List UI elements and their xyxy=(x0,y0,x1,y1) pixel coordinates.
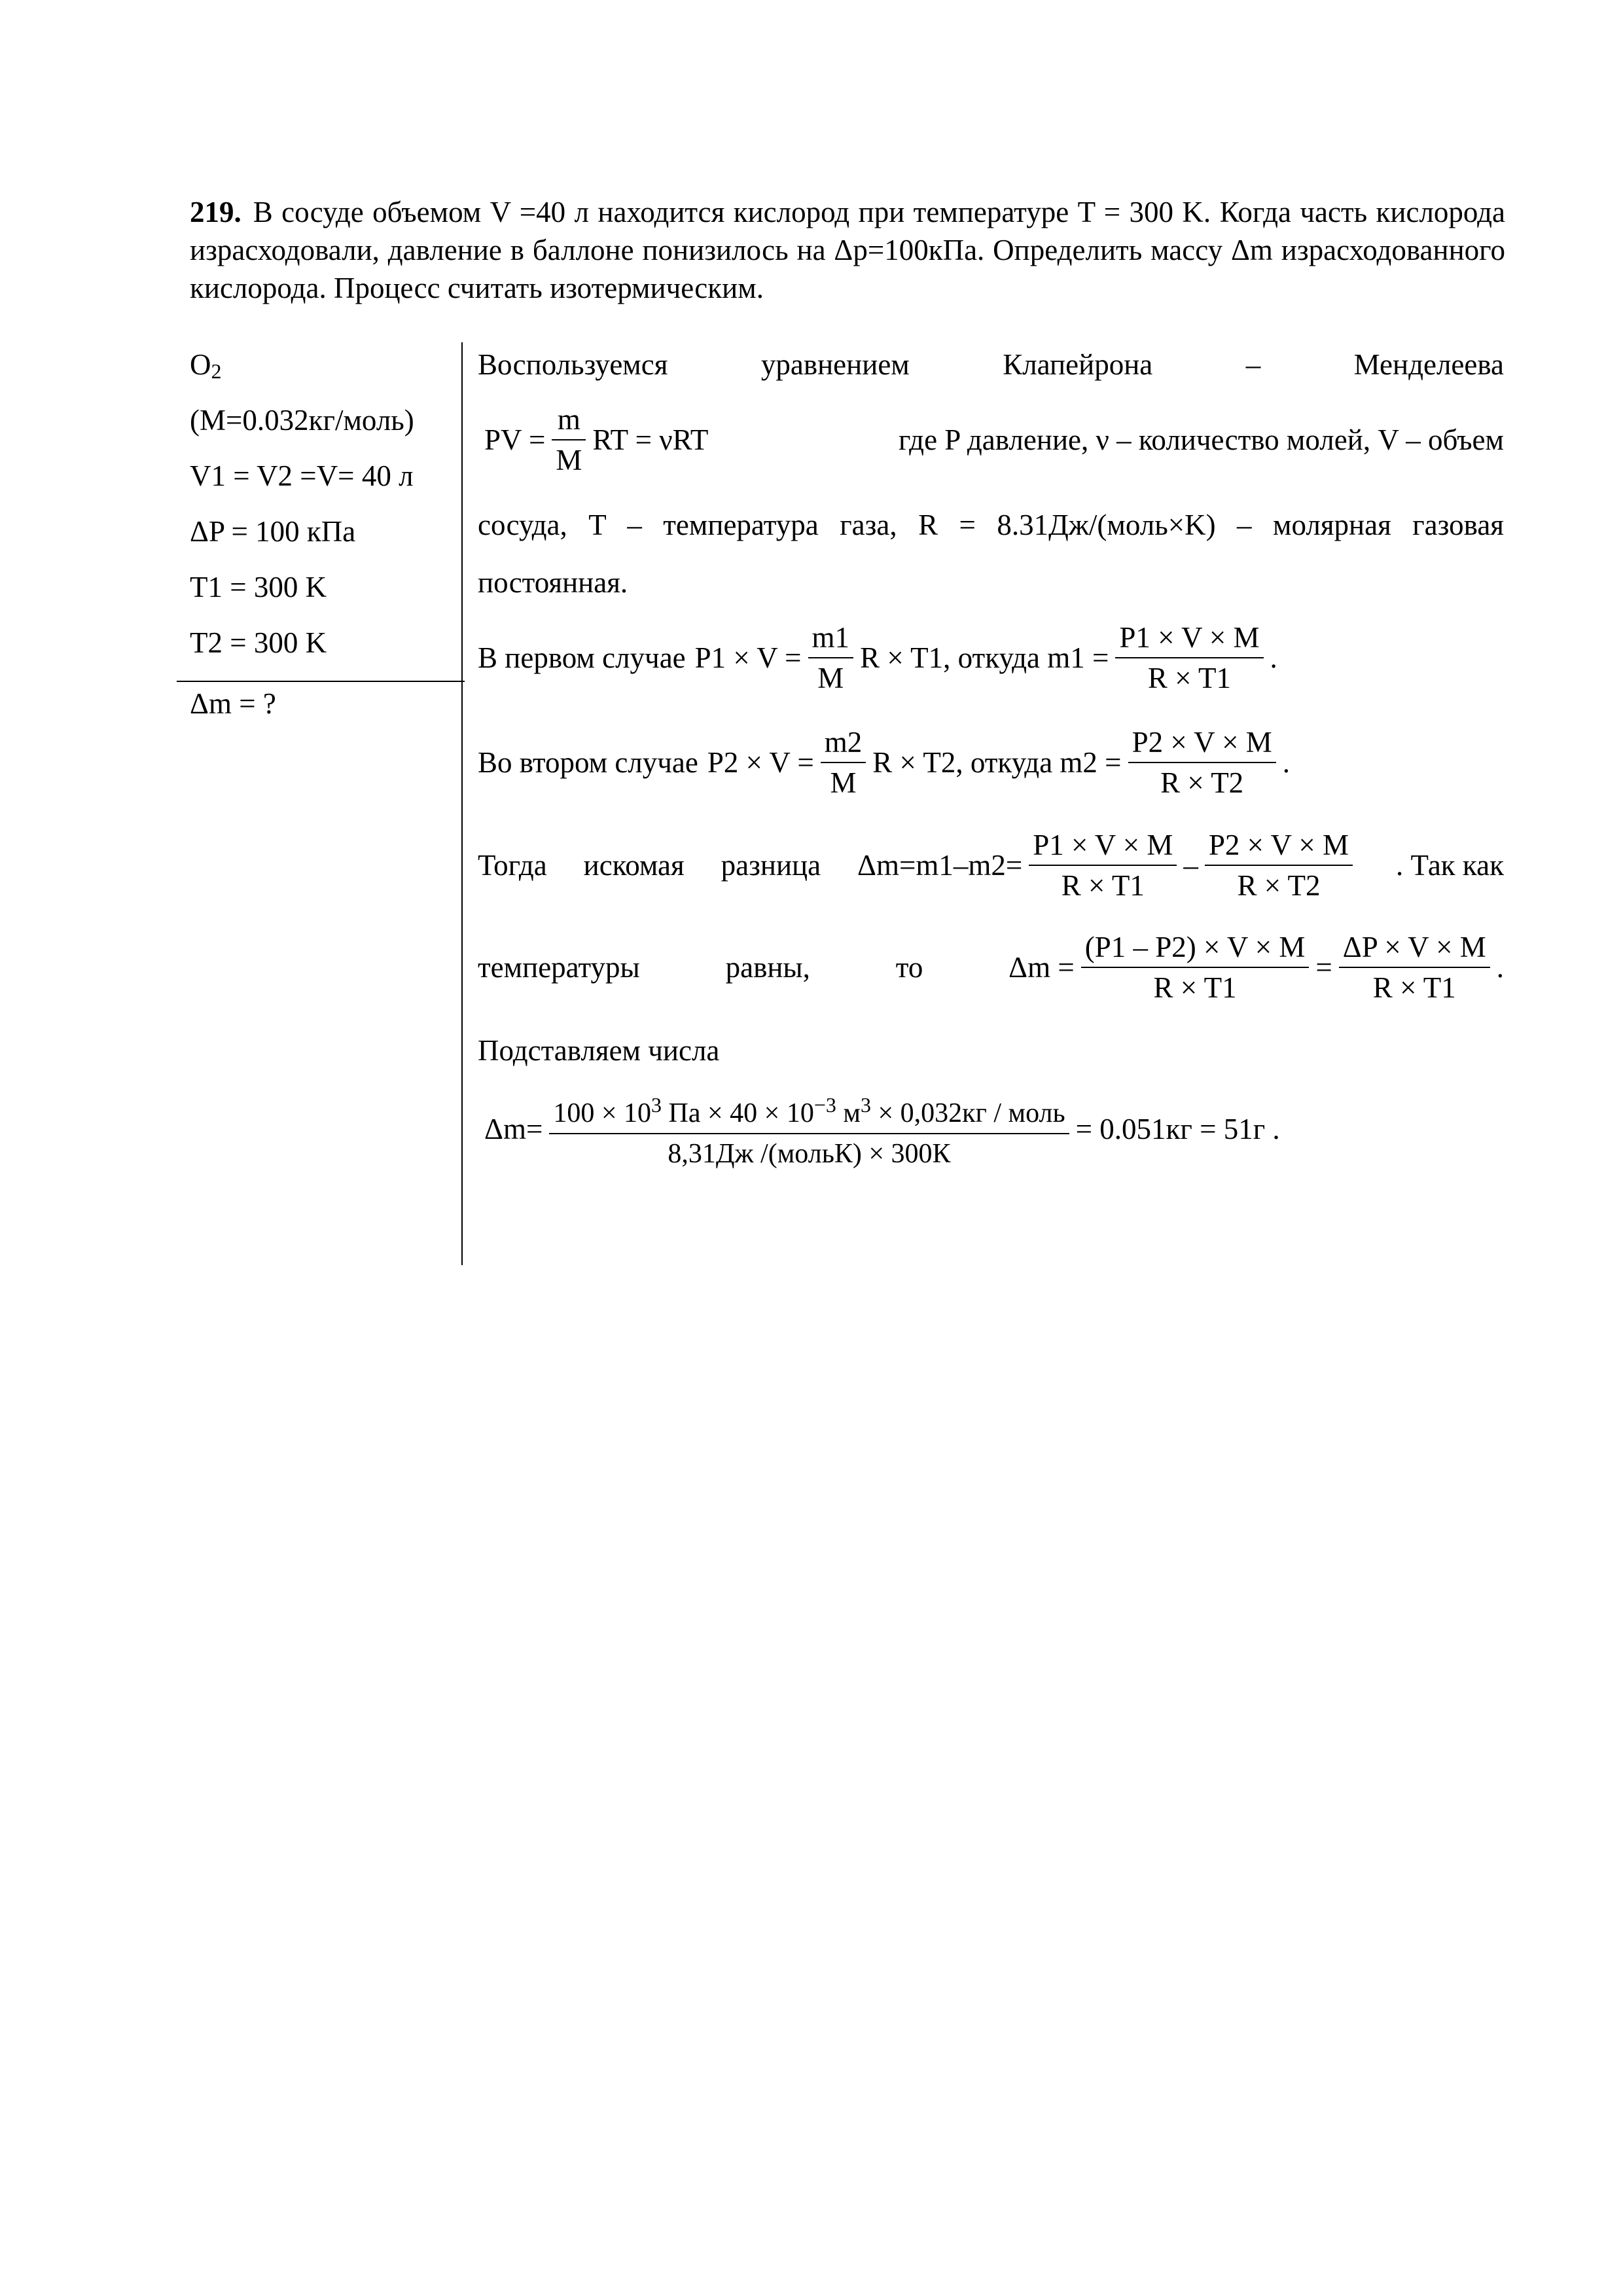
given-t2: T2 = 300 K xyxy=(190,626,327,659)
given-divider xyxy=(177,681,465,682)
given-gas: $O_2$ xyxy=(190,348,222,383)
column-divider xyxy=(461,342,463,1265)
problem-statement xyxy=(190,193,1505,307)
case-1-equation: В первом случае P1 × V = $\frac{m1}{M}$ R × T1 , откуда m1 = $\frac{P1 \times V \times M}{R \times T1}$ . xyxy=(478,619,1504,697)
clapeyron-equation: PV = $\frac{m}{M}$ RT = νRT где P давление, ν – количество молей, V – объем xyxy=(478,401,1504,479)
given-t1: T1 = 300 K xyxy=(190,571,327,603)
given-delta-p: ΔP = 100 кПа xyxy=(190,515,356,548)
problem-text: В сосуде объемом V =40 л находится кислород при температуре T = 300 K. Когда часть кислорода израсходовали, давление в баллоне понизилось на Δp=100кПа. Определить массу Δm израсходованного кислорода. Процесс считать изотермическим. xyxy=(190,196,1505,304)
solution-intro: Воспользуемся уравнением Клапейрона – Менделеева xyxy=(478,348,1504,381)
given-volume: V1 = V2 =V= 40 л xyxy=(190,459,414,492)
problem-number: 219. xyxy=(190,196,241,228)
given-molar-mass: (M=0.032кг/моль) xyxy=(190,404,414,437)
solution-line-4: постоянная. xyxy=(478,566,628,599)
given-block xyxy=(190,337,458,671)
solution-line-3: сосуда, T – температура газа, R = 8.31Дж/(моль×K) – молярная газовая xyxy=(478,509,1504,541)
difference-equation: Тогда искомая разница Δm=m1–m2= $\frac{P1 \times V \times M}{R \times T1}$ – $\frac{P2 \times V \times M}{R \times T2}$ . Так как xyxy=(478,826,1504,905)
equal-temperature-equation: температуры равны, то Δm = $\frac{(P1 - P2) \times V \times M}{R \times T1}$ = $\frac{\Delta P \times V \times M}{R \times T1}$ . xyxy=(478,928,1504,1007)
fraction-m-over-M: $\frac{m}{M}$ xyxy=(552,400,586,480)
final-calculation: Δm= $\frac{100 \times 10^3 Па \times 40 \times 10^{-3} м^3 \times 0,032кг / моль}{\text{8,31Дж /(мольК) × 300К}}$ = 0.051кг = 51г . xyxy=(478,1086,1504,1172)
substitute-label: Подставляем числа xyxy=(478,1034,720,1067)
case-2-equation: Во втором случае P2 × V = $\frac{m2}{M}$ R × T2 , откуда m2 = $\frac{P2 \times V \times M}{R \times T2}$ . xyxy=(478,723,1504,802)
find-value: Δm = ? xyxy=(190,687,276,720)
